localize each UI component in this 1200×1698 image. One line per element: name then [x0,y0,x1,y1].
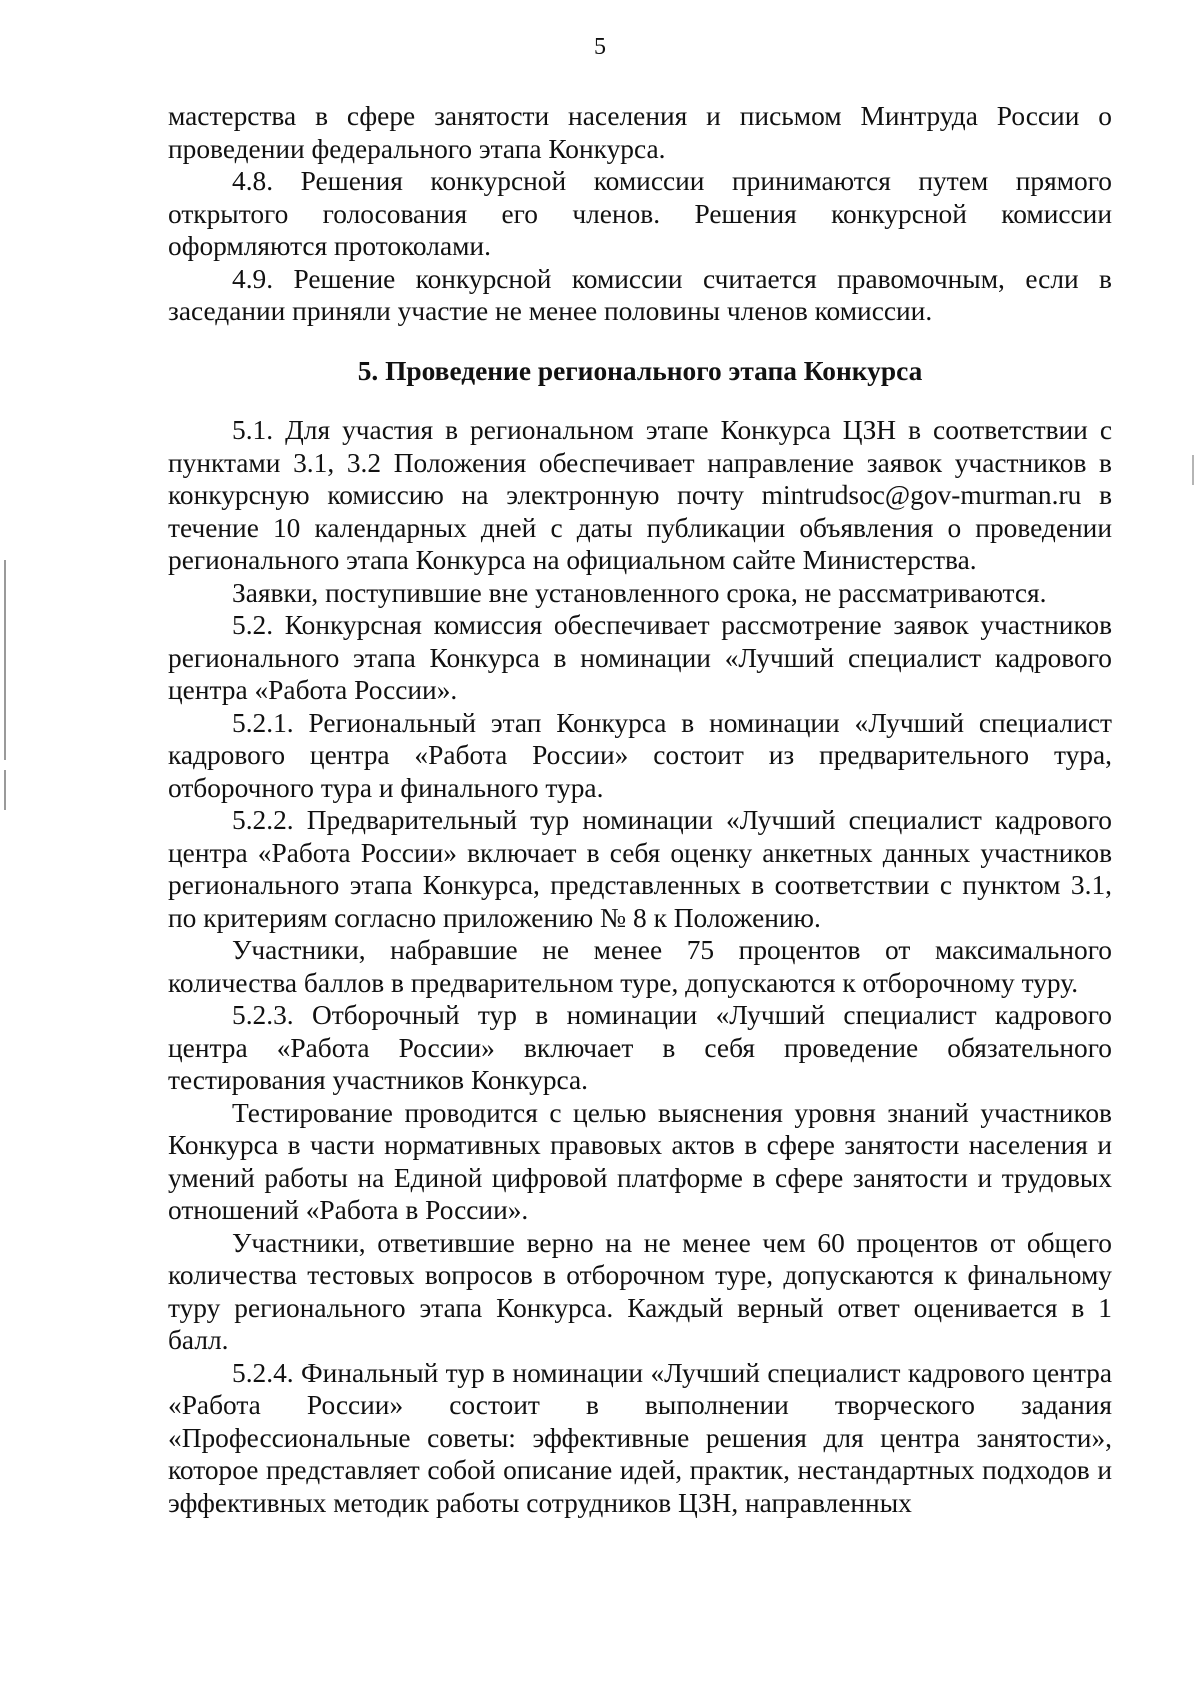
paragraph: 5.1. Для участия в региональном этапе Конкурса ЦЗН в соответствии с пунктами 3.1, 3.2 Положения обеспечивает направление заявок участников в конкурсную комиссию на электронную почту mintrudsoc@gov-murman.ru в течение 10 календарных дней с даты публикации объявления о проведении регионального этапа Конкурса на официальном сайте Министерства. [168,415,1112,575]
paragraph: 5.2. Конкурсная комиссия обеспечивает рассмотрение заявок участников регионального этапа Конкурса в номинации «Лучший специалист кадрового центра «Работа России». [168,610,1112,705]
page-number: 5 [594,34,606,60]
paragraph: 5.2.1. Региональный этап Конкурса в номинации «Лучший специалист кадрового центра «Работа России» состоит из предварительного тура, отборочного тура и финального тура. [168,707,1112,803]
paragraph: 5.2.2. Предварительный тур номинации «Лучший специалист кадрового центра «Работа России» включает в себя оценку анкетных данных участников регионального этапа Конкурса, представленных в соответствии с пунктом 3.1, по критериям согласно приложению № 8 к Положению. [168,805,1112,933]
paragraph: мастерства в сфере занятости населения и письмом Минтруда России о проведении федерального этапа Конкурса. [168,101,1112,164]
document-body [168,100,1112,1519]
paragraph: 5.2.4. Финальный тур в номинации «Лучший специалист кадрового центра «Работа России» состоит в выполнении творческого задания «Профессиональные советы: эффективные решения для центра занятости», которое представляет собой описание идей, практик, нестандартных подходов и эффективных методик работы сотрудников ЦЗН, направленных [168,1357,1112,1518]
paragraph: Участники, набравшие не менее 75 процентов от максимального количества баллов в предварительном туре, допускаются к отборочному туру. [168,935,1112,998]
paragraph: Участники, ответившие верно на не менее чем 60 процентов от общего количества тестовых вопросов в отборочном туре, допускаются к финальному туру регионального этапа Конкурса. Каждый верный ответ оценивается в 1 балл. [168,1227,1112,1355]
scan-margin-line [4,560,6,760]
section-heading: 5. Проведение регионального этапа Конкурса [357,355,923,386]
paragraphs-before-heading [168,100,1112,328]
paragraph: Заявки, поступившие вне установленного срока, не рассматриваются. [232,577,1047,608]
paragraphs-after-heading [168,414,1112,1519]
paragraph: 4.8. Решения конкурсной комиссии принимаются путем прямого открытого голосования его членов. Решения конкурсной комиссии оформляются протоколами. [168,166,1112,261]
scan-margin-line [4,770,6,810]
paragraph: 4.9. Решение конкурсной комиссии считается правомочным, если в заседании приняли участие не менее половины членов комиссии. [168,263,1112,326]
paragraph: 5.2.3. Отборочный тур в номинации «Лучший специалист кадрового центра «Работа России» включает в себя проведение обязательного тестирования участников Конкурса. [168,1000,1112,1095]
scan-margin-line [1192,455,1194,485]
paragraph: Тестирование проводится с целью выяснения уровня знаний участников Конкурса в части нормативных правовых актов в сфере занятости населения и умений работы на Единой цифровой платформе в сфере занятости и трудовых отношений «Работа в России». [168,1097,1112,1225]
